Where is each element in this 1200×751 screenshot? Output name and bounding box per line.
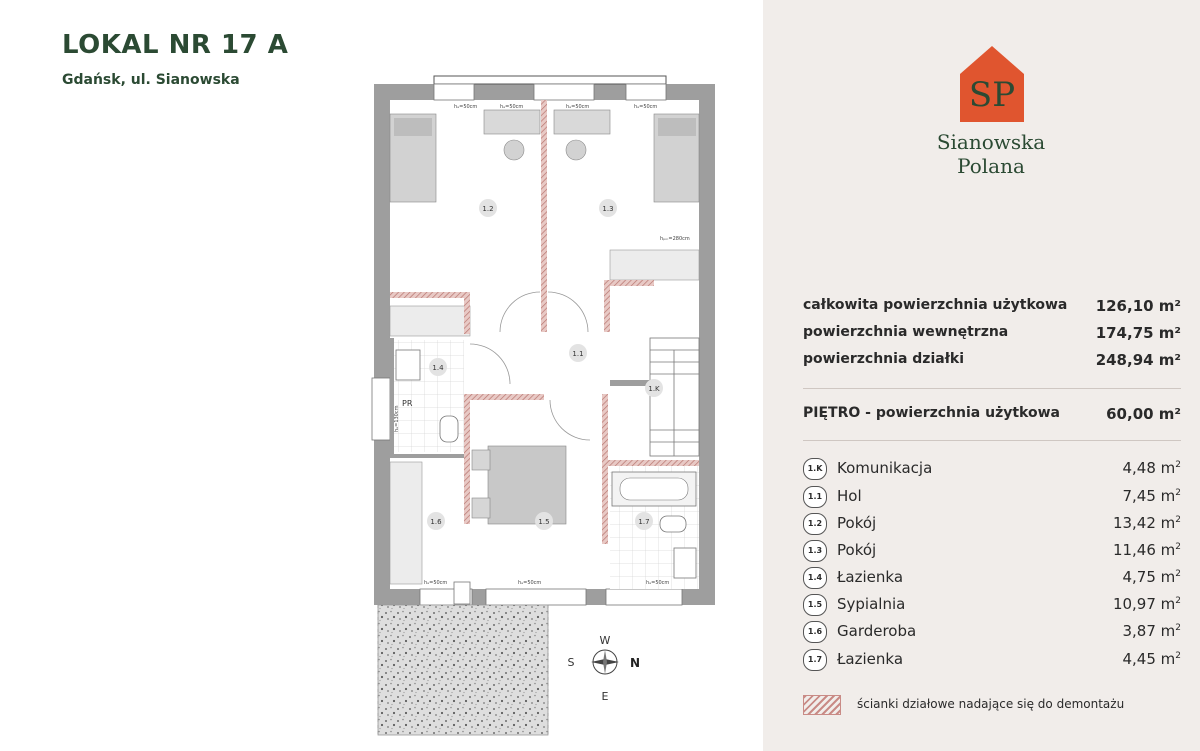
brand-name-line1: Sianowska <box>936 130 1046 154</box>
compass-w: W <box>599 634 611 647</box>
room-name: Garderoba <box>837 622 917 640</box>
window-note: hₐ=50cm <box>634 104 658 110</box>
summary-label: powierzchnia działki <box>803 351 964 367</box>
room-name: Hol <box>837 487 862 505</box>
pr-note: hₐ=130cm <box>394 405 400 432</box>
summary-total <box>803 297 1181 313</box>
room-area: 3,87 $m^2$ <box>1122 622 1181 640</box>
room-code-badge: 1.1 <box>803 486 827 508</box>
room-area: 7,45 $m^2$ <box>1122 487 1181 505</box>
summary-value: 126,10 m² <box>1095 297 1181 315</box>
room-code-badge: 1.7 <box>803 649 827 671</box>
room-label-1-5: 1.5 <box>538 518 550 526</box>
compass-s: S <box>567 656 575 669</box>
brand-name-line2: Polana <box>957 154 1025 178</box>
summary-value: 174,75 m² <box>1095 324 1181 342</box>
floor-label: PIĘTRO - powierzchnia użytkowa <box>803 405 1060 421</box>
room-code-badge: 1.4 <box>803 567 827 589</box>
window-note: hₐ=50cm <box>566 104 590 110</box>
ceiling-height-note: hₚₘ=280cm <box>660 236 690 242</box>
divider <box>803 388 1181 389</box>
room-code-badge: 1.2 <box>803 513 827 535</box>
room-row <box>803 621 1181 643</box>
pr-label: PR <box>402 399 413 408</box>
room-name: Pokój <box>837 541 877 559</box>
floor-summary <box>803 405 1181 421</box>
summary-value: 248,94 m² <box>1095 351 1181 369</box>
room-name: Łazienka <box>837 568 904 586</box>
room-label-1-2: 1.2 <box>482 205 494 213</box>
room-row <box>803 567 1181 589</box>
room-code-badge: 1.6 <box>803 621 827 643</box>
room-area: 4,45 $m^2$ <box>1122 650 1181 668</box>
room-name: Łazienka <box>837 650 904 668</box>
room-label-1-4: 1.4 <box>432 364 444 372</box>
summary-label: całkowita powierzchnia użytkowa <box>803 297 1068 313</box>
room-name: Sypialnia <box>837 595 906 613</box>
room-row <box>803 649 1181 671</box>
room-label-1-1: 1.1 <box>572 350 584 358</box>
room-row <box>803 486 1181 508</box>
brand-logo <box>960 44 1024 124</box>
room-row <box>803 513 1181 535</box>
page-title: LOKAL NR 17 A <box>62 30 289 60</box>
legend-text: ścianki działowe nadające się do demontażu <box>857 697 1125 711</box>
floor-plan <box>360 70 730 740</box>
room-row <box>803 458 1181 480</box>
window-note: hₐ=50cm <box>500 104 524 110</box>
room-area: 10,97 $m^2$ <box>1112 595 1181 613</box>
summary-label: powierzchnia wewnętrzna <box>803 324 1009 340</box>
room-area: 13,42 $m^2$ <box>1112 514 1181 532</box>
logo-monogram: SP <box>968 75 1016 115</box>
room-area: 4,48 $m^2$ <box>1122 459 1181 477</box>
compass-n: N <box>629 656 641 670</box>
compass <box>565 632 645 707</box>
room-row <box>803 540 1181 562</box>
floor-value: 60,00 m² <box>1106 405 1181 423</box>
room-area: 4,75 $m^2$ <box>1122 568 1181 586</box>
room-label-1-k: 1.K <box>648 385 660 393</box>
room-label-1-7: 1.7 <box>638 518 650 526</box>
legend-swatch <box>803 695 841 715</box>
compass-e: E <box>601 690 609 703</box>
room-code-badge: 1.5 <box>803 594 827 616</box>
window-note: hₐ=50cm <box>424 580 448 586</box>
window-note: hₐ=50cm <box>646 580 670 586</box>
address: Gdańsk, ul. Sianowska <box>62 72 240 88</box>
room-label-1-3: 1.3 <box>602 205 614 213</box>
summary-plot <box>803 351 1181 367</box>
room-area: 11,46 $m^2$ <box>1112 541 1181 559</box>
room-name: Pokój <box>837 514 877 532</box>
summary-internal <box>803 324 1181 340</box>
window-note: hₐ=50cm <box>518 580 542 586</box>
terrace <box>378 605 548 735</box>
divider <box>803 440 1181 441</box>
room-code-badge: 1.K <box>803 458 827 480</box>
room-name: Komunikacja <box>837 459 933 477</box>
room-label-1-6: 1.6 <box>430 518 442 526</box>
window-note: hₐ=50cm <box>454 104 478 110</box>
room-code-badge: 1.3 <box>803 540 827 562</box>
room-row <box>803 594 1181 616</box>
